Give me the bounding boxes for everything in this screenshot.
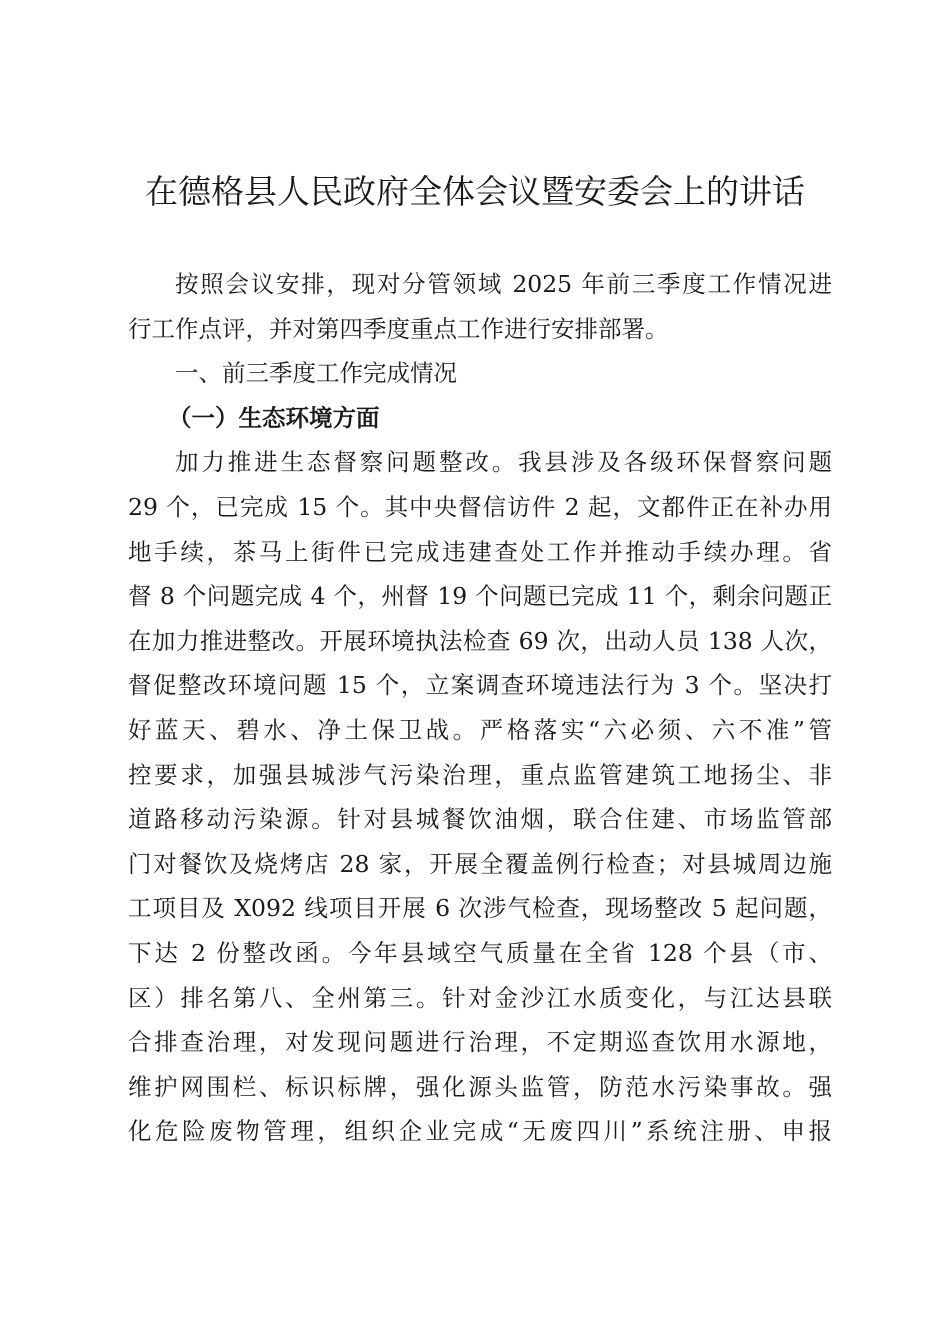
document-title: 在德格县人民政府全体会议暨安委会上的讲话 xyxy=(145,172,805,211)
paragraph-line: 门对餐饮及烧烤店 28 家，开展全覆盖例行检查；对县城周边施 xyxy=(128,849,832,878)
paragraph-line: 督 8 个问题完成 4 个，州督 19 个问题已完成 11 个，剩余问题正 xyxy=(128,582,832,611)
paragraph-line: 行工作点评，并对第四季度重点工作进行安排部署。 xyxy=(128,314,669,343)
paragraph-line: 化危险废物管理，组织企业完成“无废四川”系统注册、申报 xyxy=(128,1117,832,1146)
paragraph-line: 按照会议安排，现对分管领域 2025 年前三季度工作情况进 xyxy=(175,270,832,298)
paragraph-line: 道路移动污染源。针对县城餐饮油烟，联合住建、市场监管部 xyxy=(128,805,832,834)
paragraph-line: 地手续，茶马上街件已完成违建查处工作并推动手续办理。省 xyxy=(128,537,832,566)
paragraph-line: 29 个，已完成 15 个。其中央督信访件 2 起，文都件正在补办用 xyxy=(128,492,832,521)
paragraph-line: 合排查治理，对发现问题进行治理，不定期巡查饮用水源地， xyxy=(128,1028,832,1057)
paragraph-line: 控要求，加强县城涉气污染治理，重点监管建筑工地扬尘、非 xyxy=(128,760,832,789)
paragraph-line: 好蓝天、碧水、净土保卫战。严格落实“六必须、六不准”管 xyxy=(128,715,832,744)
section-heading: 一、前三季度工作完成情况 xyxy=(175,359,457,388)
paragraph-line: 维护网围栏、标识标牌，强化源头监管，防范水污染事故。强 xyxy=(128,1072,832,1101)
paragraph-line: 区）排名第八、全州第三。针对金沙江水质变化，与江达县联 xyxy=(128,983,832,1012)
document-body xyxy=(128,262,832,1154)
subsection-heading: （一）生态环境方面 xyxy=(168,403,380,432)
paragraph-line: 督促整改环境问题 15 个，立案调查环境违法行为 3 个。坚决打 xyxy=(128,671,832,700)
paragraph-line: 加力推进生态督察问题整改。我县涉及各级环保督察问题 xyxy=(175,448,832,477)
paragraph-line: 工项目及 X092 线项目开展 6 次涉气检查，现场整改 5 起问题， xyxy=(128,894,832,923)
paragraph-line: 在加力推进整改。开展环境执法检查 69 次，出动人员 138 人次， xyxy=(128,626,832,655)
paragraph-line: 下达 2 份整改函。今年县域空气质量在全省 128 个县（市、 xyxy=(128,938,832,967)
